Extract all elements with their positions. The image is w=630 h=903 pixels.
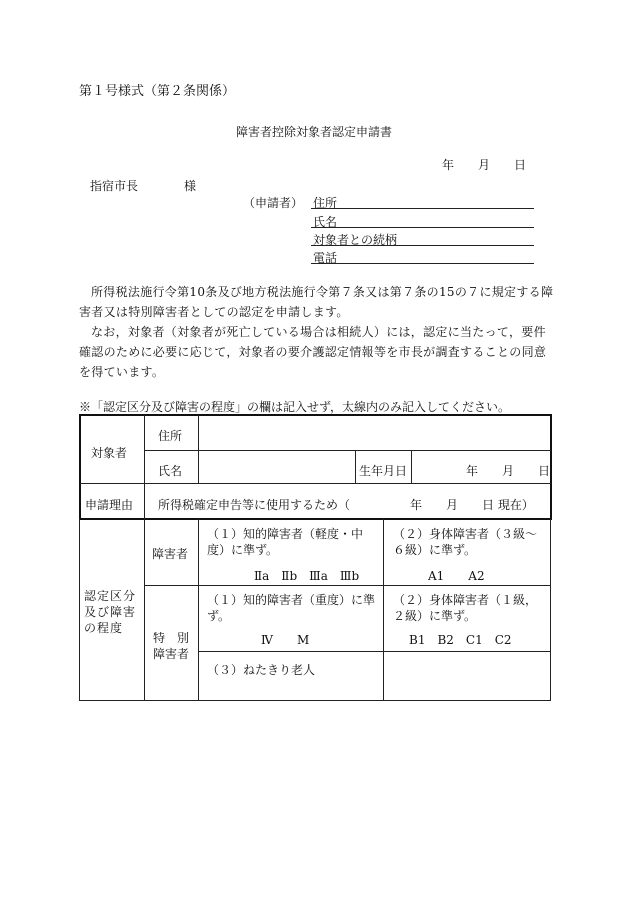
body-paragraph-2: なお，対象者（対象者が死亡している場合は相続人）には，認定に当たって，要件確認のために必要に応じて，対象者の要介護認定情報等を市長が調査することの同意を得ています。 xyxy=(79,325,547,379)
note: ※「認定区分及び障害の程度」の欄は記入せず，太線内のみ記入してください。 xyxy=(79,400,511,414)
name-label: 氏名 xyxy=(158,464,183,478)
document-title: 障害者控除対象者認定申請書 xyxy=(236,125,393,139)
reason-label: 申請理由 xyxy=(85,498,134,512)
intellectual-severe-grades: Ⅳ M xyxy=(261,633,310,647)
applicant-field-name: 氏名 xyxy=(313,215,338,229)
form-number: 第１号様式（第２条関係） xyxy=(79,84,236,99)
physical-mild-grades: A1 A2 xyxy=(428,569,485,583)
address-line xyxy=(311,208,534,209)
intellectual-mild-grades: Ⅱa Ⅱb Ⅲa Ⅲb xyxy=(254,569,360,583)
applicant-field-relation: 対象者との続柄 xyxy=(313,233,398,247)
subject-label: 対象者 xyxy=(91,446,128,460)
disabled-label: 障害者 xyxy=(152,547,189,561)
applicant-field-phone: 電話 xyxy=(313,251,338,265)
body-paragraph-1: 所得税法施行令第10条及び地方税法施行令第７条又は第７条の15の７に規定する障害者又は特別障害者としての認定を申請します。 xyxy=(79,285,554,319)
intellectual-severe-title: （１）知的障害者（重度）に準ず。 xyxy=(207,593,376,623)
dob-value: 年 月 日 xyxy=(466,464,551,478)
name-line xyxy=(311,227,534,228)
category-label: 認定区分及び障害の程度 xyxy=(84,589,137,635)
addressee-suffix: 様 xyxy=(184,179,197,193)
address-label: 住所 xyxy=(158,429,183,443)
dob-label: 生年月日 xyxy=(359,464,408,478)
applicant-field-address: 住所 xyxy=(313,196,338,210)
phone-line xyxy=(311,263,534,264)
physical-mild-title: （２）身体障害者（３級～６級）に準ず。 xyxy=(393,527,538,557)
relation-line xyxy=(311,245,534,246)
date-line: 年 月 日 xyxy=(442,158,527,172)
physical-severe-grades: B1 B2 C1 C2 xyxy=(409,633,512,647)
applicant-label: （申請者） xyxy=(243,196,304,210)
special-disabled-label: 特 別 障害者 xyxy=(153,631,190,661)
bedridden-elderly-title: （３）ねたきり老人 xyxy=(207,663,316,677)
intellectual-mild-title: （１）知的障害者（軽度・中度）に準ず。 xyxy=(207,527,364,557)
addressee: 指宿市長 xyxy=(90,179,139,193)
physical-severe-title: （２）身体障害者（１級，２級）に準ず。 xyxy=(393,593,538,623)
reason-value: 所得税確定申告等に使用するため（ 年 月 日 現在） xyxy=(158,498,534,512)
